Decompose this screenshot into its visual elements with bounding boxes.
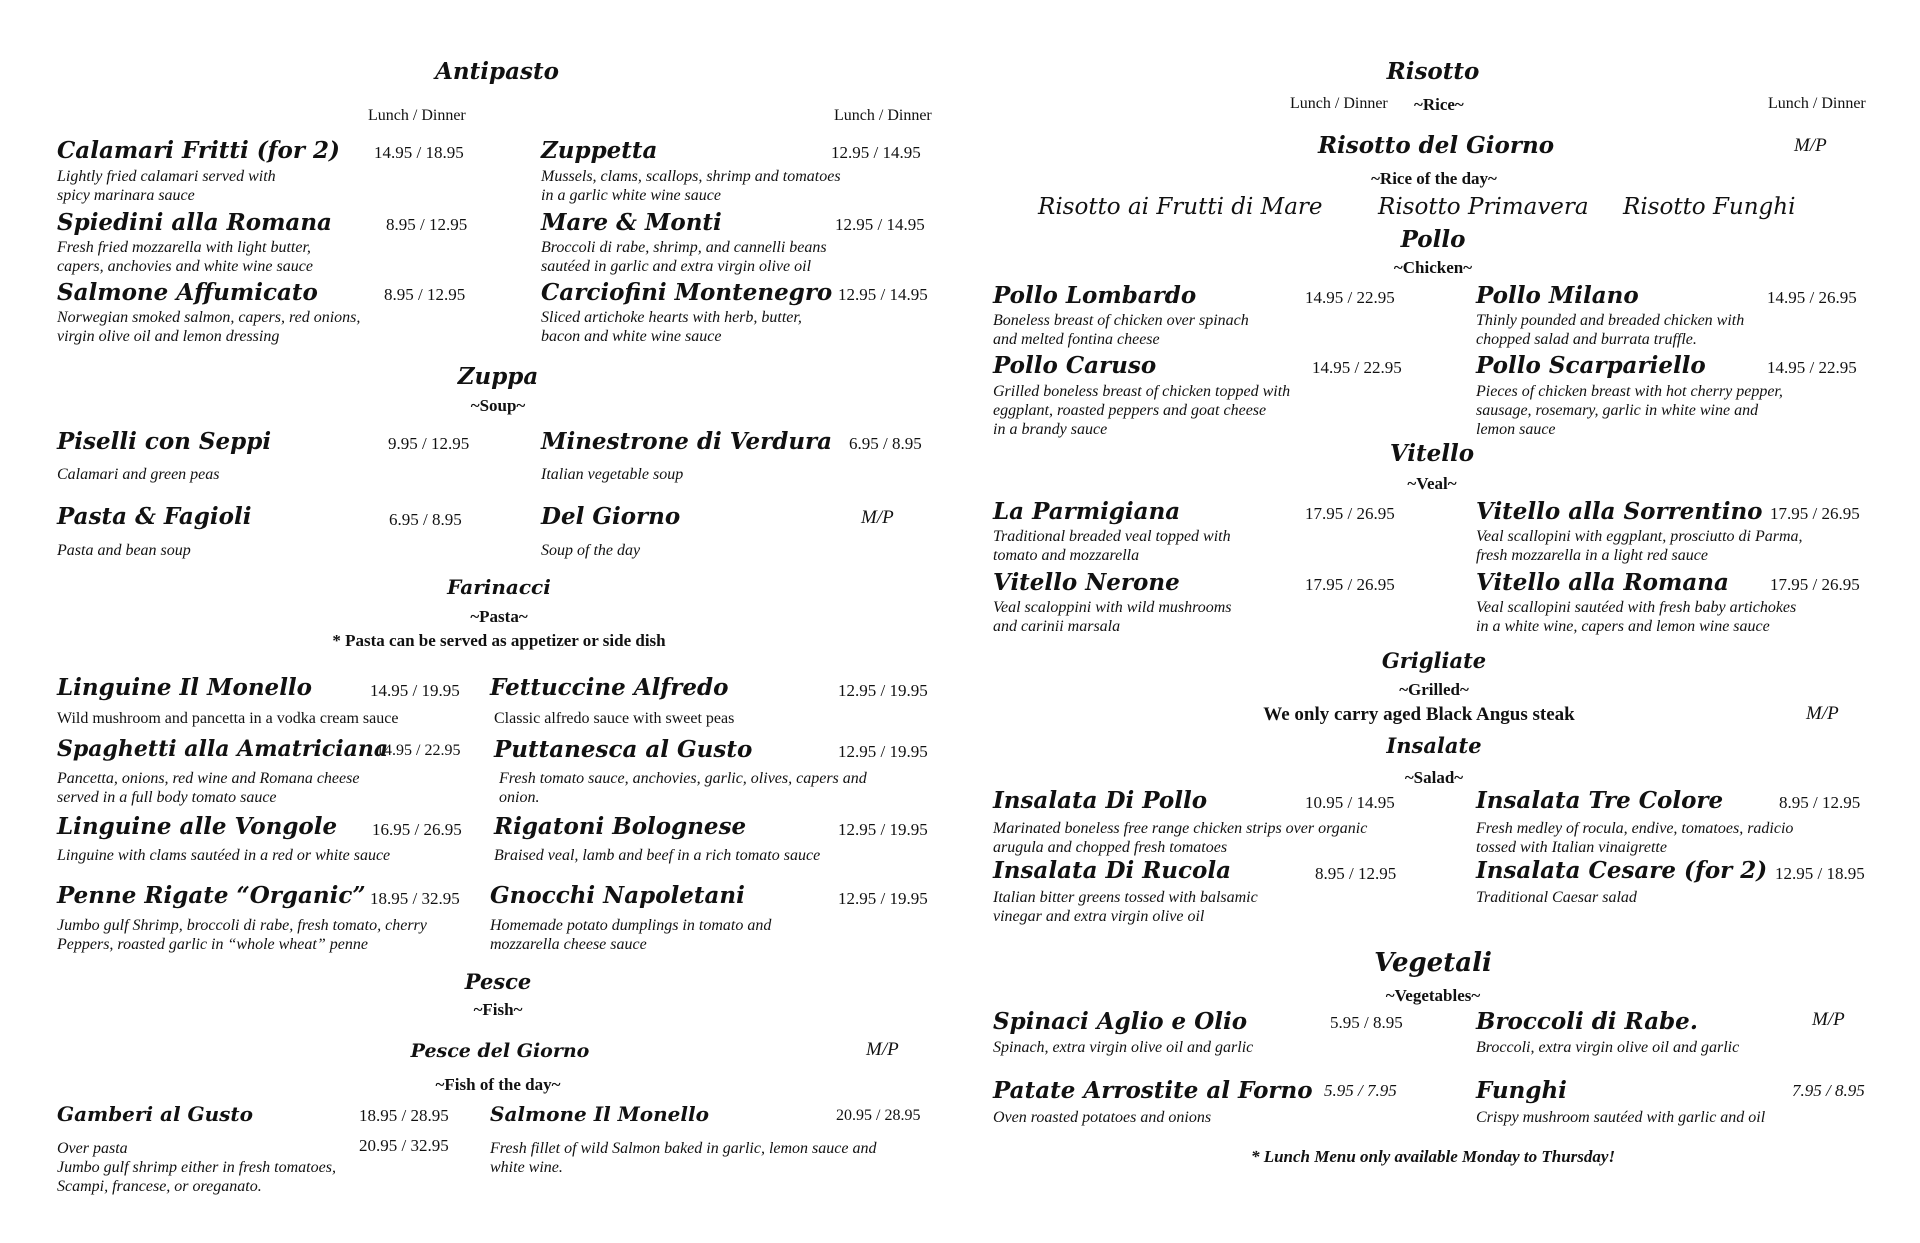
item-desc: Pasta and bean soup [57, 542, 191, 559]
item-name: Broccoli di Rabe. [1476, 1008, 1698, 1035]
item-name: La Parmigiana [993, 498, 1181, 525]
item-price: 12.95 / 14.95 [831, 143, 921, 162]
steak-note: We only carry aged Black Angus steak [1263, 704, 1575, 725]
item-name: Spinaci Aglio e Olio [993, 1008, 1248, 1035]
item-name: Carciofini Montenegro [541, 279, 833, 306]
item-desc: Broccoli di rabe, shrimp, and cannelli beans [541, 239, 827, 256]
item-name: Patate Arrostite al Forno [993, 1077, 1313, 1104]
special-price: M/P [866, 1039, 899, 1060]
section-subtitle: ~Salad~ [1404, 768, 1464, 787]
item-price: 8.95 / 12.95 [386, 215, 468, 234]
section-subtitle: ~Pasta~ [470, 607, 528, 626]
item-desc: spicy marinara sauce [57, 187, 195, 204]
item-price: 12.95 / 19.95 [838, 889, 928, 908]
section-title-pollo: Pollo [1400, 226, 1466, 253]
section-title-vegetali: Vegetali [1374, 948, 1492, 978]
item-price: 20.95 / 28.95 [836, 1107, 921, 1124]
item-desc: Mussels, clams, scallops, shrimp and tomatoes [541, 168, 841, 185]
section-title-antipasto: Antipasto [435, 58, 559, 85]
item-name: Insalata Cesare (for 2) [1476, 857, 1768, 884]
item-price: 14.95 / 22.95 [1305, 288, 1395, 307]
item-price: 14.95 / 19.95 [370, 681, 460, 700]
item-desc: and carinii marsala [993, 618, 1121, 635]
item-name: Rigatoni Bolognese [494, 813, 747, 840]
risotto-variant: Risotto Funghi [1623, 194, 1796, 220]
section-subtitle: ~Chicken~ [1393, 258, 1473, 277]
item-name: Linguine Il Monello [57, 674, 313, 701]
item-desc: bacon and white wine sauce [541, 328, 722, 345]
item-desc: Wild mushroom and pancetta in a vodka cream sauce [57, 710, 399, 727]
item-name: Calamari Fritti (for 2) [57, 137, 340, 164]
item-name: Fettuccine Alfredo [490, 674, 729, 701]
section-title-vitello: Vitello [1389, 440, 1475, 467]
item-desc: Braised veal, lamb and beef in a rich tomato sauce [494, 847, 821, 864]
item-desc: Marinated boneless free range chicken strips over organic [993, 820, 1368, 837]
section-subtitle: ~Rice~ [1414, 95, 1464, 114]
section-title-grigliate: Grigliate [1381, 648, 1487, 673]
item-price: 14.95 / 18.95 [374, 143, 464, 162]
item-desc: Homemade potato dumplings in tomato and [490, 917, 772, 934]
item-desc: Fresh fried mozzarella with light butter, [57, 239, 311, 256]
item-desc: tossed with Italian vinaigrette [1476, 839, 1667, 856]
item-name: Vitello alla Romana [1476, 569, 1729, 596]
item-price: 8.95 / 12.95 [1315, 864, 1397, 883]
special-name: Pesce del Giorno [410, 1040, 590, 1062]
steak-price: M/P [1806, 703, 1839, 724]
section-subtitle: ~Vegetables~ [1385, 986, 1481, 1005]
item-price: 17.95 / 26.95 [1305, 575, 1395, 594]
item-desc: Crispy mushroom sautéed with garlic and oil [1476, 1109, 1766, 1126]
item-desc: Veal scallopini sautéed with fresh baby artichokes [1476, 599, 1797, 616]
item-desc: onion. [499, 789, 540, 806]
item-name: Vitello alla Sorrentino [1476, 498, 1763, 525]
item-name: Linguine alle Vongole [57, 813, 338, 840]
item-price: 17.95 / 26.95 [1305, 504, 1395, 523]
item-price: M/P [861, 507, 894, 528]
item-price: 18.95 / 32.95 [370, 889, 460, 908]
item-desc: and melted fontina cheese [993, 331, 1160, 348]
item-desc: lemon sauce [1476, 421, 1556, 438]
item-name: Spaghetti alla Amatriciana [57, 736, 389, 762]
item-name: Salmone Affumicato [57, 279, 318, 306]
risotto-variant: Risotto Primavera [1378, 194, 1589, 220]
item-name: Gamberi al Gusto [57, 1102, 253, 1126]
special-name: Risotto del Giorno [1317, 132, 1555, 159]
item-desc: Classic alfredo sauce with sweet peas [494, 710, 735, 727]
item-desc: virgin olive oil and lemon dressing [57, 328, 280, 345]
item-desc: sautéed in garlic and extra virgin olive oil [541, 258, 812, 275]
item-price: 14.95 / 26.95 [1767, 288, 1857, 307]
item-desc: Jumbo gulf Shrimp, broccoli di rabe, fresh tomato, cherry [57, 917, 427, 934]
section-subtitle: ~Rice of the day~ [1371, 169, 1497, 188]
item-desc: served in a full body tomato sauce [57, 789, 277, 806]
item-price: 5.95 / 8.95 [1330, 1013, 1403, 1032]
section-subtitle: ~Grilled~ [1399, 680, 1469, 699]
item-price: 20.95 / 32.95 [359, 1136, 449, 1155]
item-desc: Broccoli, extra virgin olive oil and garlic [1476, 1039, 1740, 1056]
item-price: 12.95 / 19.95 [838, 681, 928, 700]
item-price: 6.95 / 8.95 [849, 434, 922, 453]
item-desc: Calamari and green peas [57, 466, 220, 483]
item-price: 8.95 / 12.95 [1779, 793, 1861, 812]
item-name: Insalata Tre Colore [1476, 787, 1724, 814]
item-name: Penne Rigate “Organic” [57, 882, 366, 909]
item-price: 17.95 / 26.95 [1770, 504, 1860, 523]
item-name: Piselli con Seppi [57, 428, 272, 455]
item-price: 7.95 / 8.95 [1792, 1081, 1865, 1100]
item-name: Mare & Monti [541, 209, 722, 236]
item-desc: in a brandy sauce [993, 421, 1108, 438]
section-title-insalate: Insalate [1386, 733, 1482, 758]
section-title-risotto: Risotto [1386, 58, 1480, 85]
item-price: 14.95 / 22.95 [376, 742, 461, 759]
item-desc: eggplant, roasted peppers and goat cheese [993, 402, 1267, 419]
item-name: Pollo Scarpariello [1476, 352, 1706, 379]
item-name: Del Giorno [541, 503, 681, 530]
item-desc: Traditional Caesar salad [1476, 889, 1637, 906]
item-desc: Veal scallopini with eggplant, prosciutto di Parma, [1476, 528, 1803, 545]
item-name: Vitello Nerone [993, 569, 1180, 596]
item-name: Pollo Lombardo [993, 282, 1197, 309]
item-price: 9.95 / 12.95 [388, 434, 470, 453]
item-desc: Sliced artichoke hearts with herb, butter, [541, 309, 802, 326]
section-subtitle: ~Soup~ [470, 396, 526, 415]
item-price: 12.95 / 14.95 [838, 285, 928, 304]
item-desc: Over pasta [57, 1140, 128, 1157]
item-name: Minestrone di Verdura [541, 428, 833, 455]
item-desc: sausage, rosemary, garlic in white wine and [1476, 402, 1759, 419]
item-desc: Norwegian smoked salmon, capers, red onions, [57, 309, 361, 326]
item-desc: in a white wine, capers and lemon wine sauce [1476, 618, 1770, 635]
item-desc: Fresh fillet of wild Salmon baked in garlic, lemon sauce and [490, 1140, 877, 1157]
item-price: 10.95 / 14.95 [1305, 793, 1395, 812]
item-price: 14.95 / 22.95 [1767, 358, 1857, 377]
item-desc: Italian vegetable soup [541, 466, 684, 483]
item-desc: tomato and mozzarella [993, 547, 1140, 564]
item-name: Spiedini alla Romana [57, 209, 332, 236]
section-note: * Pasta can be served as appetizer or side dish [332, 631, 666, 650]
item-price: 12.95 / 19.95 [838, 820, 928, 839]
item-desc: Pieces of chicken breast with hot cherry pepper, [1476, 383, 1783, 400]
item-desc: Boneless breast of chicken over spinach [993, 312, 1249, 329]
item-desc: chopped salad and burrata truffle. [1476, 331, 1697, 348]
item-name: Gnocchi Napoletani [490, 882, 745, 909]
item-desc: Fresh medley of rocula, endive, tomatoes, radicio [1476, 820, 1794, 837]
item-name: Puttanesca al Gusto [494, 736, 753, 763]
special-price: M/P [1794, 135, 1827, 156]
item-price: 16.95 / 26.95 [372, 820, 462, 839]
column-header: Lunch / Dinner [1768, 95, 1866, 112]
item-desc: arugula and chopped fresh tomatoes [993, 839, 1228, 856]
item-desc: Pancetta, onions, red wine and Romana cheese [57, 770, 360, 787]
item-price: 14.95 / 22.95 [1312, 358, 1402, 377]
column-header: Lunch / Dinner [834, 107, 932, 124]
item-price: 12.95 / 18.95 [1775, 864, 1865, 883]
item-name: Pasta & Fagioli [57, 503, 252, 530]
item-name: Insalata Di Pollo [993, 787, 1208, 814]
item-name: Insalata Di Rucola [993, 857, 1232, 884]
item-name: Pollo Caruso [993, 352, 1157, 379]
item-name: Salmone Il Monello [490, 1102, 709, 1126]
item-desc: Soup of the day [541, 542, 641, 559]
column-header: Lunch / Dinner [368, 107, 466, 124]
item-desc: capers, anchovies and white wine sauce [57, 258, 313, 275]
item-price: 12.95 / 14.95 [835, 215, 925, 234]
section-title-zuppa: Zuppa [457, 363, 539, 390]
item-price: 17.95 / 26.95 [1770, 575, 1860, 594]
item-desc: Scampi, francese, or oreganato. [57, 1178, 262, 1195]
item-desc: Linguine with clams sautéed in a red or white sauce [57, 847, 391, 864]
item-price: 6.95 / 8.95 [389, 510, 462, 529]
item-price: 12.95 / 19.95 [838, 742, 928, 761]
section-title-farinacci: Farinacci [447, 575, 551, 599]
item-desc: Jumbo gulf shrimp either in fresh tomatoes, [57, 1159, 336, 1176]
item-desc: in a garlic white wine sauce [541, 187, 721, 204]
item-desc: Oven roasted potatoes and onions [993, 1109, 1212, 1126]
item-desc: Thinly pounded and breaded chicken with [1476, 312, 1745, 329]
item-price: 8.95 / 12.95 [384, 285, 466, 304]
item-price: 18.95 / 28.95 [359, 1106, 449, 1125]
section-subtitle: ~Fish of the day~ [435, 1075, 561, 1094]
item-desc: Fresh tomato sauce, anchovies, garlic, olives, capers and [499, 770, 867, 787]
item-desc: mozzarella cheese sauce [490, 936, 647, 953]
item-desc: Grilled boneless breast of chicken topped with [993, 383, 1291, 400]
item-desc: Spinach, extra virgin olive oil and garlic [993, 1039, 1254, 1056]
item-desc: Italian bitter greens tossed with balsamic [993, 889, 1258, 906]
item-name: Funghi [1476, 1077, 1567, 1104]
item-desc: fresh mozzarella in a light red sauce [1476, 547, 1708, 564]
item-name: Pollo Milano [1476, 282, 1639, 309]
item-desc: white wine. [490, 1159, 563, 1176]
item-price: M/P [1812, 1009, 1845, 1030]
item-desc: Lightly fried calamari served with [57, 168, 276, 185]
section-title-pesce: Pesce [464, 969, 532, 994]
item-desc: vinegar and extra virgin olive oil [993, 908, 1205, 925]
item-desc: Veal scaloppini with wild mushrooms [993, 599, 1232, 616]
item-desc: Peppers, roasted garlic in “whole wheat” penne [57, 936, 368, 953]
item-desc: Traditional breaded veal topped with [993, 528, 1231, 545]
item-price: 5.95 / 7.95 [1324, 1081, 1397, 1100]
column-header: Lunch / Dinner [1290, 95, 1388, 112]
risotto-variant: Risotto ai Frutti di Mare [1038, 194, 1323, 220]
section-subtitle: ~Veal~ [1407, 474, 1457, 493]
footer-note: * Lunch Menu only available Monday to Thursday! [1250, 1147, 1616, 1166]
section-subtitle: ~Fish~ [473, 1000, 523, 1019]
item-name: Zuppetta [541, 137, 658, 164]
